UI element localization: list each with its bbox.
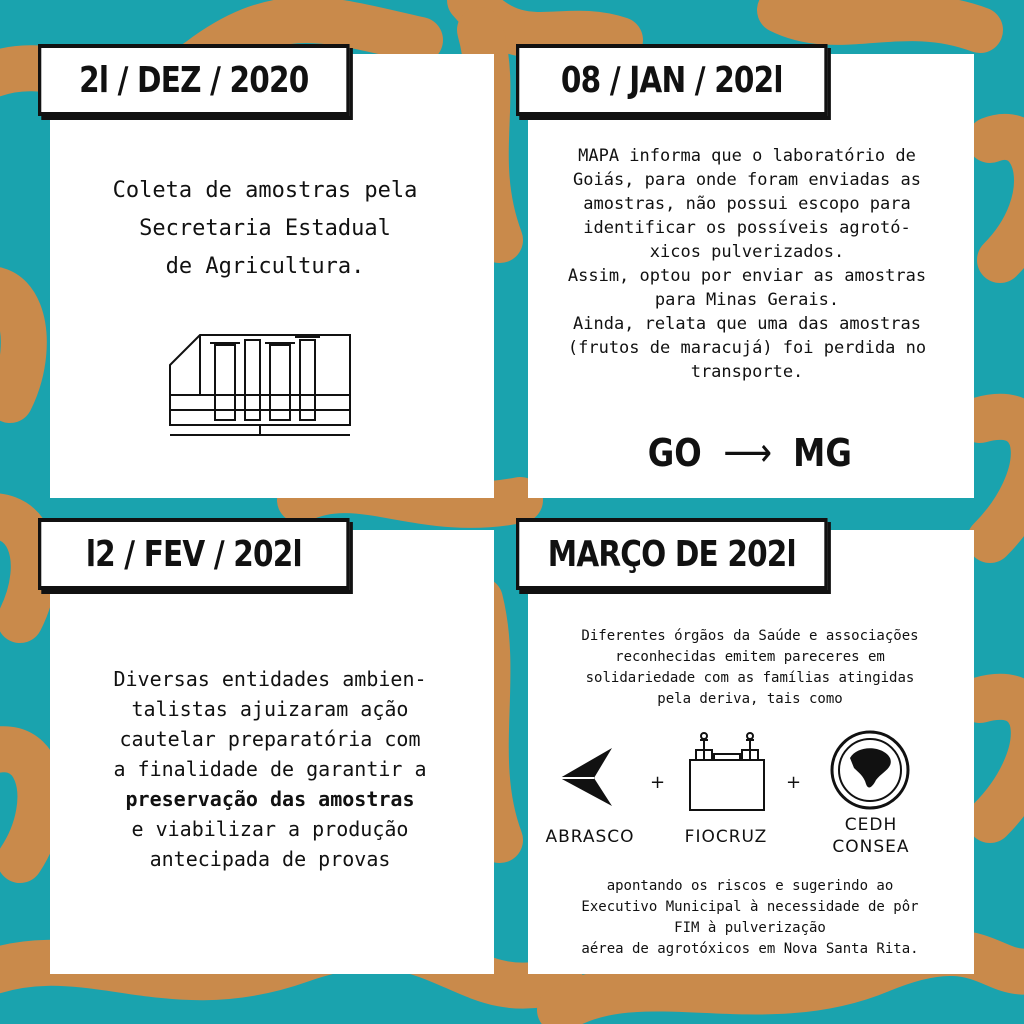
date-label: MARÇO DE 202l xyxy=(547,533,796,575)
abrasco-logo-icon xyxy=(556,744,616,810)
card-text xyxy=(70,664,470,874)
date-label: l2 / FEV / 202l xyxy=(85,533,302,575)
route-to: MG xyxy=(793,431,852,475)
cedh-consea-logo-icon xyxy=(828,728,912,812)
route-from: GO xyxy=(647,431,702,475)
arrow-right-icon: ⟶ xyxy=(722,430,772,476)
test-tube-rack-icon xyxy=(160,325,360,445)
card-text: Diferentes órgãos da Saúde e associações reconhecidas emitem pareceres em solidariedade com as famílias atingidas pela deriva, tais como xyxy=(581,628,919,707)
cedh-consea-label: CEDH CONSEA xyxy=(832,815,910,857)
date-tag-dez-2020 xyxy=(38,44,350,116)
card-text: MAPA informa que o laboratório de Goiás, para onde foram enviadas as amostras, não possui escopo para identificar os possíveis agrotó- xicos pulverizados. Assim, optou por enviar as amostras para Minas Gerais. Ainda, relata que uma das amostras (frutos de maracujá) foi perdida no transporte. xyxy=(567,146,927,382)
fiocruz-logo-icon xyxy=(684,730,770,814)
date-label: 2l / DEZ / 2020 xyxy=(79,59,309,101)
abrasco-label: ABRASCO xyxy=(545,827,635,847)
date-label: 08 / JAN / 202l xyxy=(560,59,783,101)
plus-icon: + xyxy=(650,772,666,793)
card-text: apontando os riscos e sugerindo ao Executivo Municipal à necessidade de pôr FIM à pulverização aérea de agrotóxicos em Nova Santa Rita. xyxy=(581,878,919,957)
fiocruz-label: FIOCRUZ xyxy=(684,827,768,847)
date-tag-marco-2021 xyxy=(516,518,828,590)
date-tag-fev-2021 xyxy=(38,518,350,590)
card-text-part: e viabilizar a produção antecipada de provas xyxy=(131,817,409,871)
date-tag-jan-2021 xyxy=(516,44,828,116)
card-text-part: Diversas entidades ambien- talistas ajuizaram ação cautelar preparatória com a finalidade de garantir a xyxy=(113,667,427,781)
route-go-mg xyxy=(600,428,900,478)
card-text-bold: preservação das amostras xyxy=(125,787,415,811)
card-text: Coleta de amostras pela Secretaria Estadual de Agricultura. xyxy=(112,178,418,279)
plus-icon: + xyxy=(786,772,802,793)
